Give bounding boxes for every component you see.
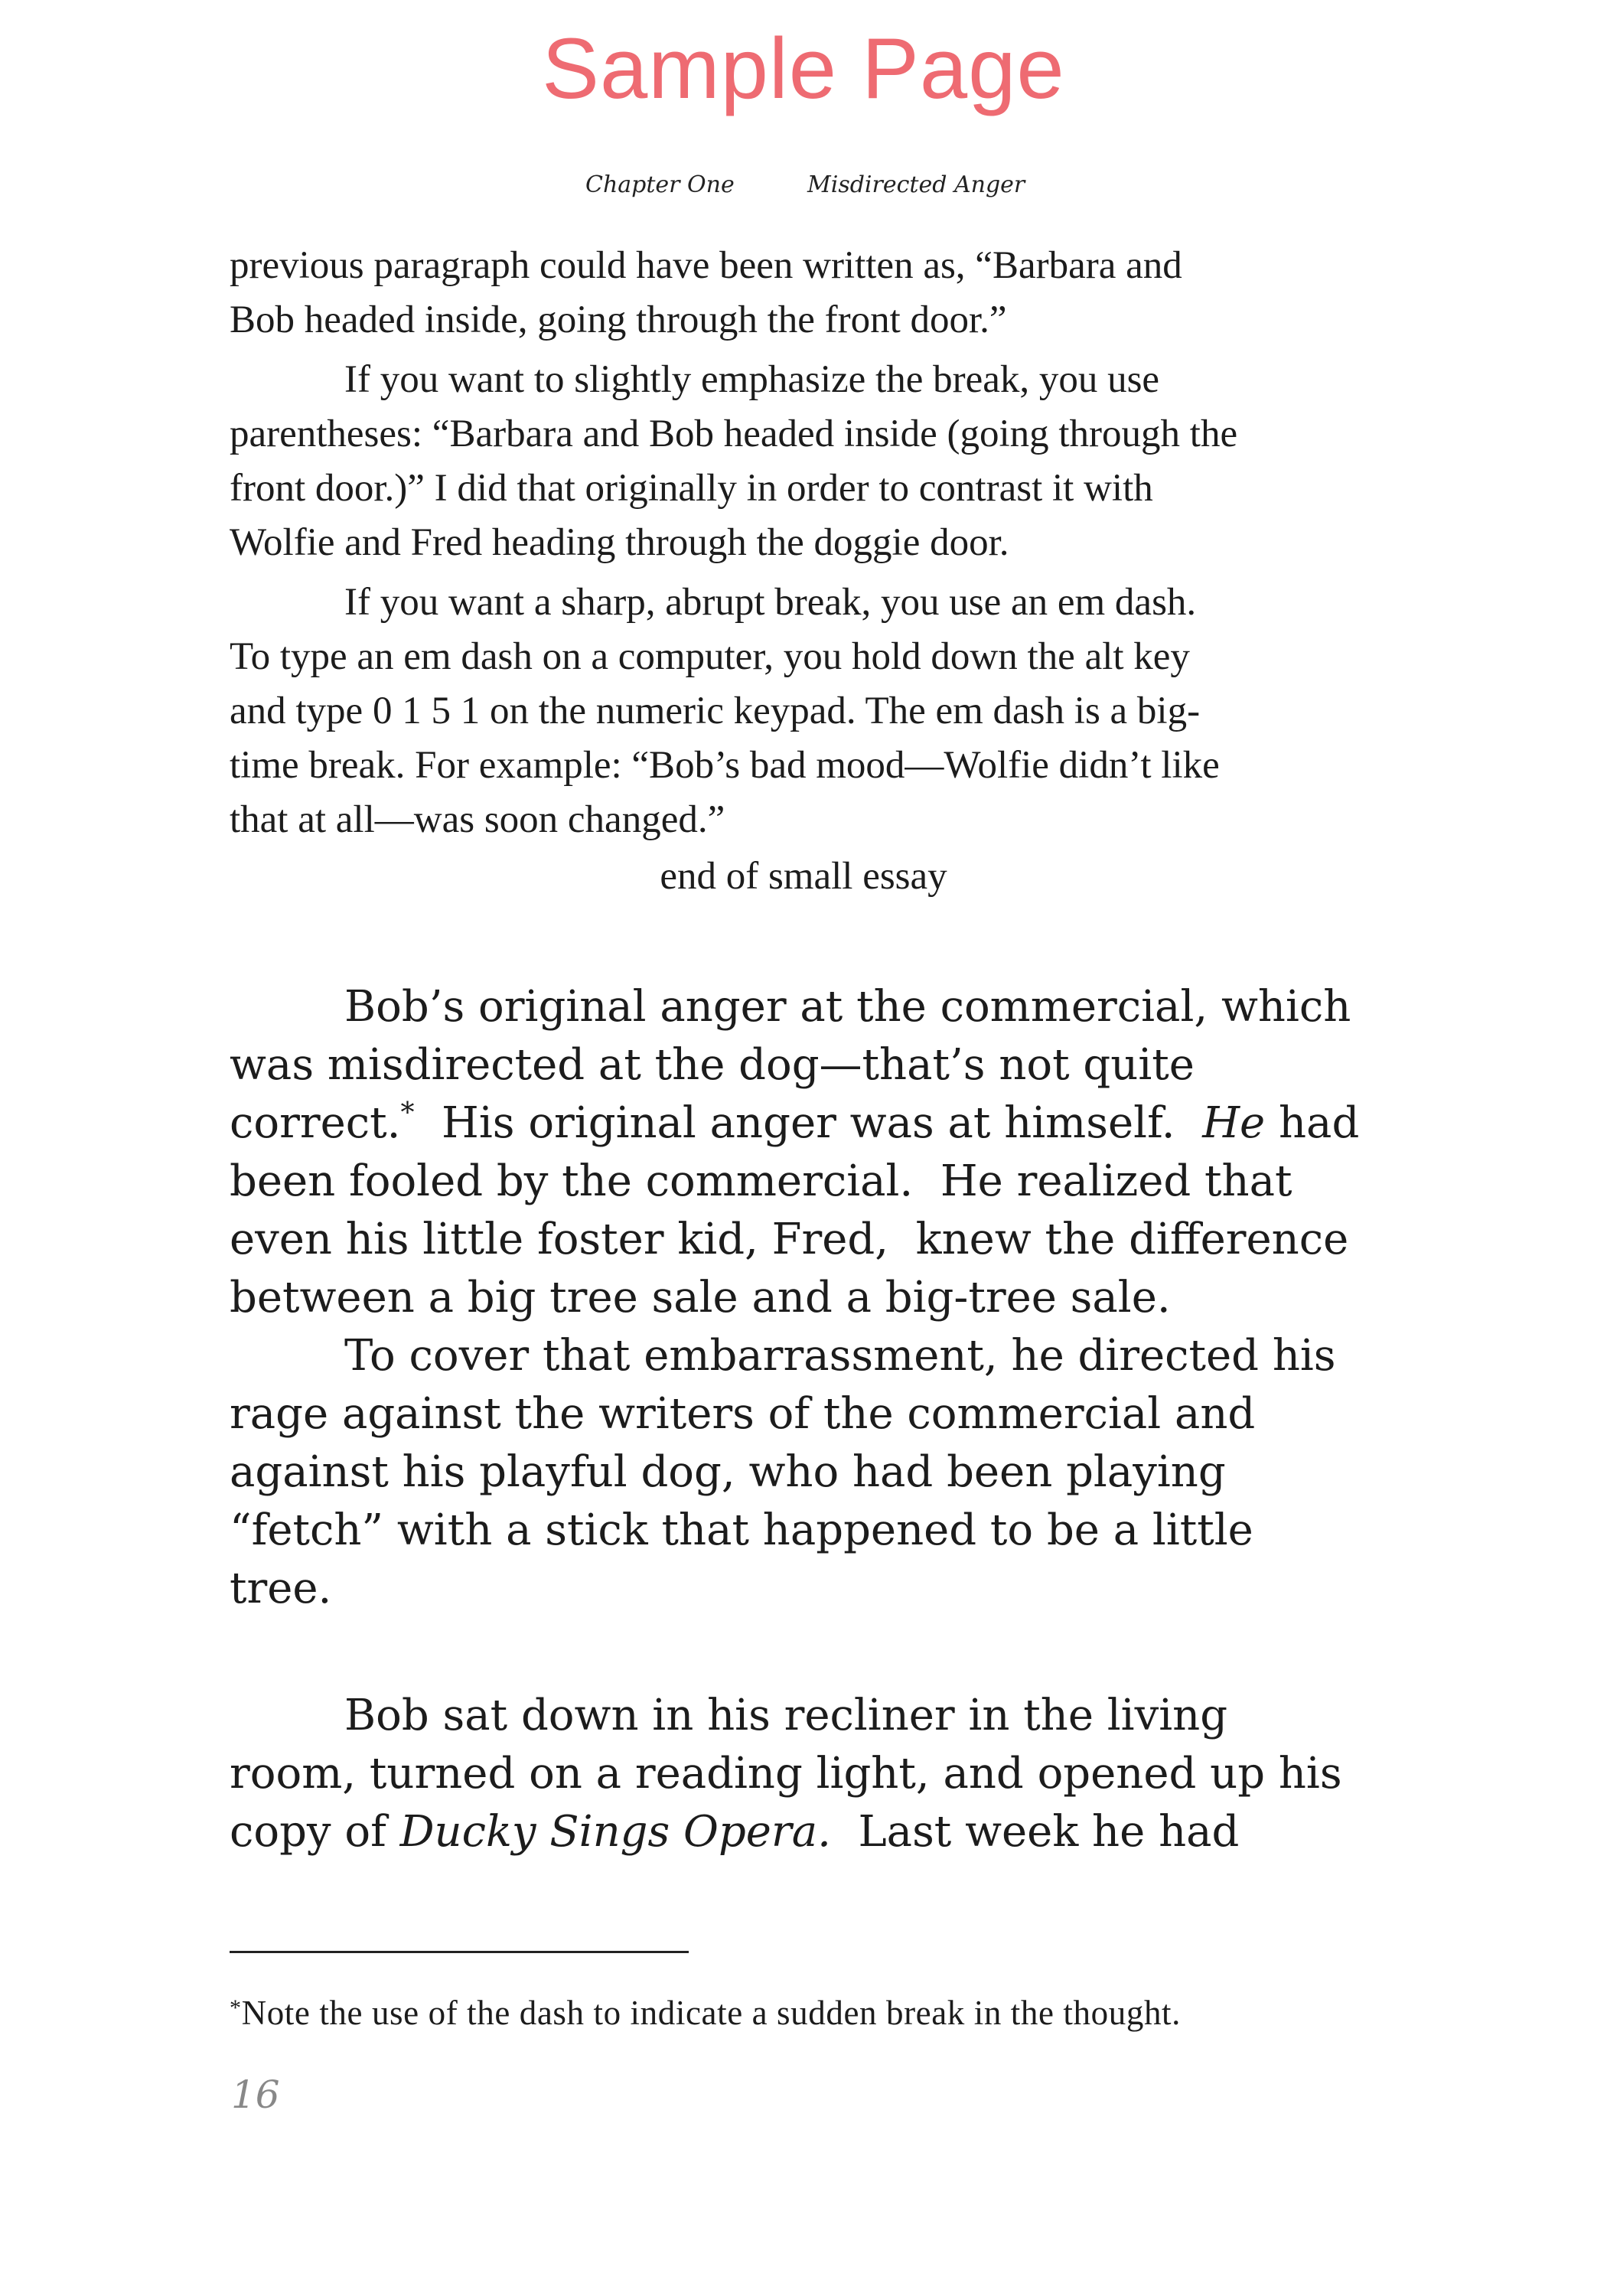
essay-line: Wolfie and Fred heading through the doggie door. [230,521,1009,564]
essay-line: Bob headed inside, going through the front door.” [230,298,1007,341]
body-line: against his playful dog, who had been playing [230,1447,1226,1497]
essay-line: If you want to slightly emphasize the break, you use [344,358,1160,401]
essay-end-note: end of small essay [660,855,947,898]
essay-line: If you want a sharp, abrupt break, you use an em dash. [344,581,1197,624]
main-text [230,978,1393,1861]
body-line: even his little foster kid, Fred, knew the difference [230,1215,1349,1264]
sample-page-watermark: Sample Page [542,21,1065,116]
essay-line: time break. For example: “Bob’s bad mood—Wolfie didn’t like [230,744,1220,787]
body-line: Bob sat down in his recliner in the living [344,1691,1228,1740]
essay-line: parentheses: “Barbara and Bob headed inside (going through the [230,413,1238,455]
body-line: between a big tree sale and a big-tree sale. [230,1273,1171,1322]
footnote [230,1990,1454,2036]
body-text: Last week he had [830,1807,1240,1857]
body-line: room, turned on a reading light, and opened up his [230,1749,1342,1799]
essay-line: To type an em dash on a computer, you hold down the alt key [230,635,1190,678]
body-text: copy of [230,1807,400,1857]
page-number: 16 [231,2073,280,2117]
footnote-text: Note the use of the dash to indicate a sudden break in the thought. [241,1994,1181,2032]
body-line [230,1803,1393,1861]
footnote-reference: * [400,1097,415,1129]
body-paragraph-2 [230,1327,1393,1618]
small-essay [230,239,1377,904]
body-line: tree. [230,1564,332,1613]
essay-line: that at all—was soon changed.” [230,798,725,841]
body-text: correct. [230,1098,401,1148]
body-line [230,1094,1393,1153]
body-line: been fooled by the commercial. He realized that [230,1156,1292,1206]
body-text: had [1265,1098,1360,1148]
running-head-chapter-title: Misdirected Anger [807,171,1025,198]
essay-paragraph-1 [230,239,1377,347]
body-line: To cover that embarrassment, he directed his [344,1331,1336,1381]
body-line: Bob’s original anger at the commercial, which [344,982,1351,1032]
book-title: Ducky Sings Opera. [399,1807,831,1857]
essay-line: previous paragraph could have been written as, “Barbara and [230,244,1182,287]
body-line: was misdirected at the dog—that’s not quite [230,1040,1195,1090]
footnote-rule [230,1951,689,1953]
essay-paragraph-3 [230,576,1377,847]
running-head-chapter: Chapter One [585,171,735,198]
essay-line: and type 0 1 5 1 on the numeric keypad. The em dash is a big- [230,690,1201,732]
body-text: His original anger was at himself. [414,1098,1203,1148]
body-paragraph-3 [230,1687,1393,1861]
body-paragraph-1 [230,978,1393,1327]
body-line: “fetch” with a stick that happened to be a little [230,1505,1253,1555]
essay-line: front door.)” I did that originally in order to contrast it with [230,467,1153,510]
essay-paragraph-2 [230,353,1377,570]
footnote-marker: * [230,1995,242,2020]
emphasis-text: He [1202,1098,1266,1148]
body-line: rage against the writers of the commercial and [230,1389,1256,1439]
